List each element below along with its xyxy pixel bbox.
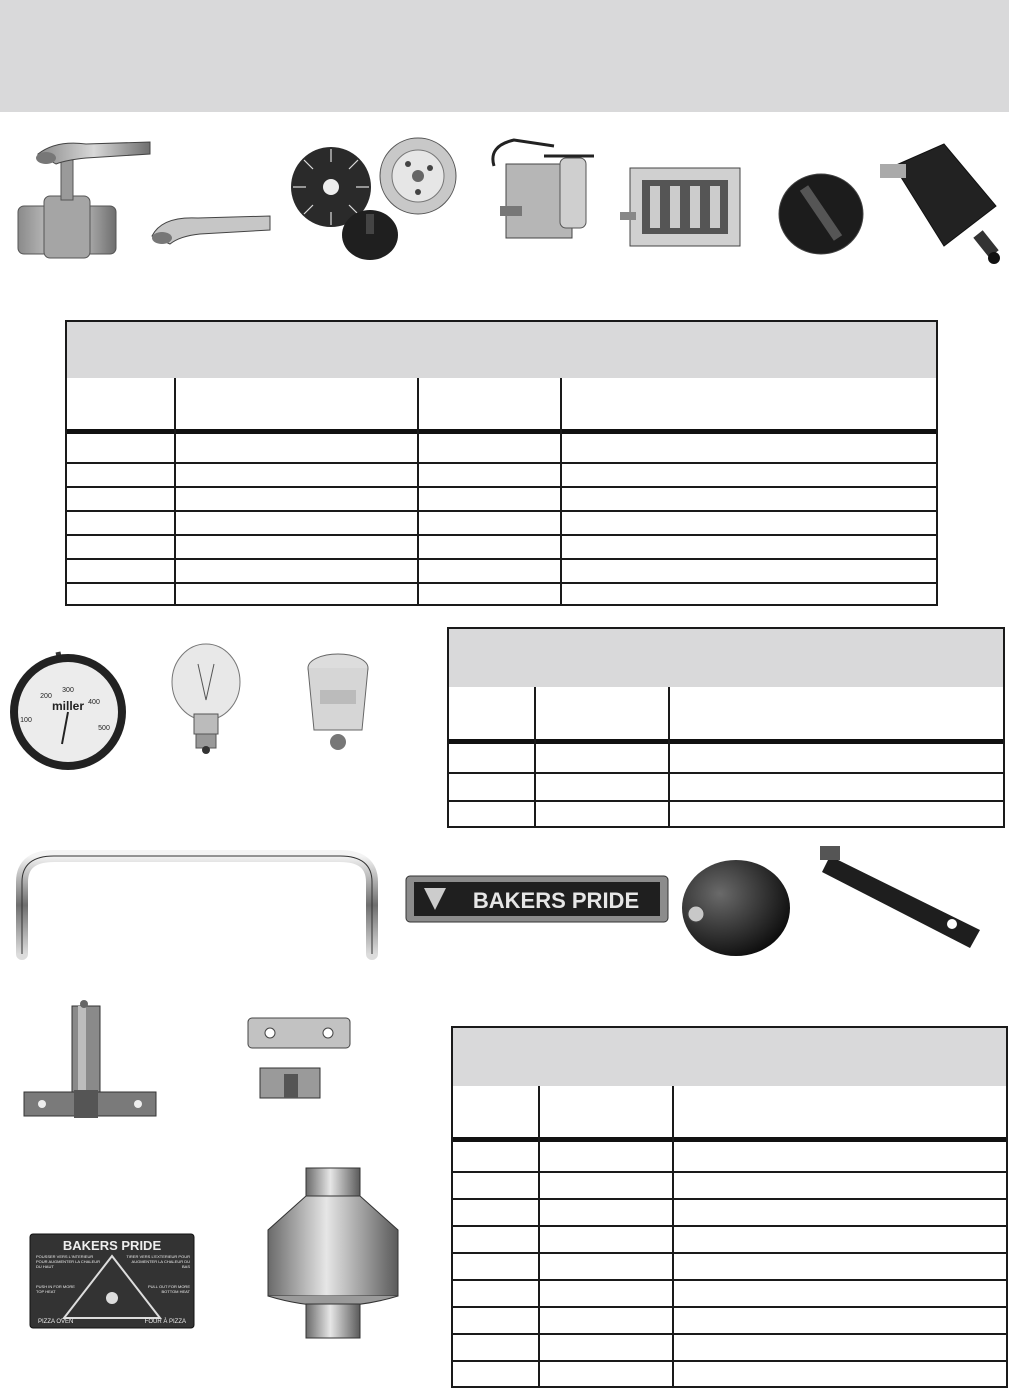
row-divider bbox=[453, 1306, 1006, 1308]
door-spring-photo bbox=[820, 844, 990, 952]
instruction-right-fr: TIRER VERS L'EXTERIEUR POUR AUGMENTER LA CHALEUR DU BAS bbox=[126, 1254, 190, 1269]
row-divider bbox=[453, 1279, 1006, 1281]
row-divider bbox=[67, 558, 936, 560]
thermostat-knob-photo bbox=[340, 208, 400, 262]
row-divider bbox=[67, 462, 936, 464]
table-title-bar bbox=[67, 322, 936, 378]
door-hinge-photo bbox=[22, 996, 158, 1124]
table-header-row bbox=[453, 1086, 1006, 1142]
thermostat-body-photo bbox=[378, 136, 458, 216]
row-divider bbox=[453, 1333, 1006, 1335]
row-divider bbox=[67, 582, 936, 584]
power-switch-photo bbox=[874, 136, 1004, 270]
row-divider bbox=[67, 486, 936, 488]
table-header-row bbox=[449, 687, 1003, 744]
instruction-footer-fr: FOUR À PIZZA bbox=[144, 1319, 186, 1325]
instruction-right-en: PULL OUT FOR MORE BOTTOM HEAT bbox=[147, 1284, 190, 1294]
instruction-left-en: PUSH IN FOR MORE TOP HEAT bbox=[36, 1284, 75, 1294]
scale-label: 100 bbox=[20, 717, 32, 724]
column-divider bbox=[174, 378, 176, 604]
light-bulb-photo bbox=[170, 640, 242, 754]
row-divider bbox=[453, 1171, 1006, 1173]
rotary-switch-photo bbox=[620, 152, 750, 256]
scale-label: 300 bbox=[62, 687, 74, 694]
instruction-plate-photo bbox=[30, 1234, 194, 1328]
logo-plate-photo bbox=[406, 876, 668, 922]
column-divider bbox=[538, 1086, 540, 1386]
control-knob-photo bbox=[774, 168, 868, 258]
timer-photo bbox=[484, 136, 602, 246]
valve-handle-photo bbox=[148, 210, 274, 250]
table-title-bar bbox=[449, 629, 1003, 687]
scale-label: 400 bbox=[88, 699, 100, 706]
instruction-brand: BAKERS PRIDE bbox=[62, 1238, 162, 1253]
row-divider bbox=[453, 1252, 1006, 1254]
ball-knob-photo bbox=[680, 858, 792, 958]
hardware-parts-table bbox=[451, 1026, 1008, 1388]
scale-label: 200 bbox=[40, 693, 52, 700]
column-divider bbox=[560, 378, 562, 604]
table-header-row bbox=[67, 378, 936, 434]
row-divider bbox=[449, 772, 1003, 774]
row-divider bbox=[449, 800, 1003, 802]
thermometer-brand: miller bbox=[51, 699, 85, 713]
column-divider bbox=[534, 687, 536, 826]
row-divider bbox=[453, 1225, 1006, 1227]
column-divider bbox=[672, 1086, 674, 1386]
instruction-footer-en: PIZZA OVEN bbox=[38, 1319, 74, 1325]
catch-plate-photo bbox=[246, 1016, 352, 1102]
thermometer-photo bbox=[4, 652, 132, 754]
door-handle-photo bbox=[14, 842, 382, 960]
lighting-parts-table bbox=[447, 627, 1005, 828]
gas-valve-photo bbox=[16, 136, 156, 264]
column-divider bbox=[668, 687, 670, 826]
scale-label: 500 bbox=[98, 725, 110, 732]
row-divider bbox=[453, 1360, 1006, 1362]
column-divider bbox=[417, 378, 419, 604]
instruction-left-fr: POUSSER VERS L'INTERIEUR POUR AUGMENTER LA CHALEUR DU HAUT bbox=[36, 1254, 101, 1269]
row-divider bbox=[67, 534, 936, 536]
table-title-bar bbox=[453, 1028, 1006, 1086]
row-divider bbox=[453, 1198, 1006, 1200]
row-divider bbox=[67, 510, 936, 512]
flue-draft-diverter-photo bbox=[262, 1166, 404, 1340]
controls-parts-table bbox=[65, 320, 938, 606]
logo-plate-text: BAKERS PRIDE bbox=[472, 888, 640, 913]
header-band bbox=[0, 0, 1009, 112]
lamp-socket-photo bbox=[300, 650, 376, 754]
